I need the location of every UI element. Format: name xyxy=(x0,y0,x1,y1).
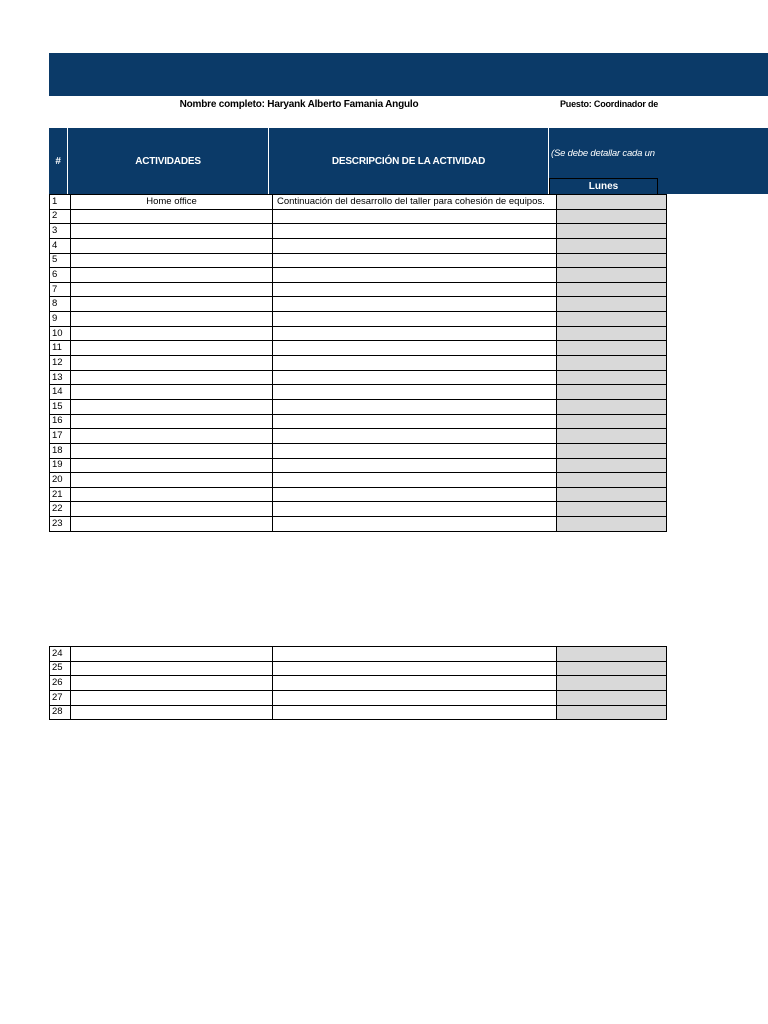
table-row xyxy=(50,356,667,371)
row-number: 27 xyxy=(50,690,71,705)
description-cell[interactable] xyxy=(273,676,557,691)
day-cell[interactable] xyxy=(557,414,667,429)
activity-cell[interactable] xyxy=(71,414,273,429)
row-number: 15 xyxy=(50,399,71,414)
activities-table xyxy=(49,194,667,532)
day-cell[interactable] xyxy=(557,399,667,414)
row-number: 21 xyxy=(50,487,71,502)
row-number: 20 xyxy=(50,473,71,488)
table-row xyxy=(50,458,667,473)
table-row xyxy=(50,517,667,532)
row-number: 24 xyxy=(50,647,71,662)
table-row xyxy=(50,385,667,400)
activities-table-continued xyxy=(49,646,667,720)
row-number: 14 xyxy=(50,385,71,400)
activity-cell[interactable] xyxy=(71,370,273,385)
row-number: 22 xyxy=(50,502,71,517)
activity-cell[interactable] xyxy=(71,429,273,444)
column-header-activities: ACTIVIDADES xyxy=(68,128,269,194)
day-cell[interactable] xyxy=(557,385,667,400)
table-row xyxy=(50,370,667,385)
activity-cell[interactable] xyxy=(71,458,273,473)
activity-cell[interactable] xyxy=(71,473,273,488)
table-row xyxy=(50,399,667,414)
activity-cell[interactable] xyxy=(71,487,273,502)
row-number: 13 xyxy=(50,370,71,385)
table-row xyxy=(50,224,667,239)
description-cell[interactable] xyxy=(273,268,557,283)
day-cell[interactable] xyxy=(557,647,667,662)
description-cell[interactable]: Continuación del desarrollo del taller para cohesión de equipos. xyxy=(273,195,557,210)
table-row xyxy=(50,253,667,268)
day-cell[interactable] xyxy=(557,370,667,385)
table-row xyxy=(50,705,667,720)
side-banner xyxy=(658,128,768,194)
activity-cell[interactable] xyxy=(71,399,273,414)
row-number: 6 xyxy=(50,268,71,283)
day-cell[interactable] xyxy=(557,458,667,473)
day-cell[interactable] xyxy=(557,341,667,356)
activity-cell[interactable] xyxy=(71,209,273,224)
table-header xyxy=(49,128,658,194)
activity-cell[interactable] xyxy=(71,517,273,532)
activity-cell[interactable] xyxy=(71,385,273,400)
day-cell[interactable] xyxy=(557,517,667,532)
row-number: 17 xyxy=(50,429,71,444)
row-number: 4 xyxy=(50,238,71,253)
description-cell[interactable] xyxy=(273,209,557,224)
description-cell[interactable] xyxy=(273,312,557,327)
activity-cell[interactable] xyxy=(71,282,273,297)
description-cell[interactable] xyxy=(273,224,557,239)
table-row xyxy=(50,502,667,517)
description-cell[interactable] xyxy=(273,690,557,705)
day-cell[interactable] xyxy=(557,326,667,341)
description-cell[interactable] xyxy=(273,429,557,444)
table-row xyxy=(50,209,667,224)
row-number: 5 xyxy=(50,253,71,268)
row-number: 19 xyxy=(50,458,71,473)
activity-cell[interactable] xyxy=(71,268,273,283)
day-cell[interactable] xyxy=(557,224,667,239)
description-cell[interactable] xyxy=(273,282,557,297)
day-cell[interactable] xyxy=(557,705,667,720)
table-row xyxy=(50,647,667,662)
activity-cell[interactable] xyxy=(71,253,273,268)
table-row xyxy=(50,473,667,488)
description-cell[interactable] xyxy=(273,473,557,488)
activity-cell[interactable] xyxy=(71,502,273,517)
day-cell[interactable] xyxy=(557,312,667,327)
row-number: 25 xyxy=(50,661,71,676)
table-row xyxy=(50,414,667,429)
description-cell[interactable] xyxy=(273,502,557,517)
day-cell[interactable] xyxy=(557,195,667,210)
day-cell[interactable] xyxy=(557,282,667,297)
full-name-label: Nombre completo: Haryank Alberto Famania Angulo xyxy=(179,99,419,110)
description-cell[interactable] xyxy=(273,297,557,312)
day-cell[interactable] xyxy=(557,487,667,502)
row-number: 28 xyxy=(50,705,71,720)
row-number: 18 xyxy=(50,443,71,458)
activity-cell[interactable] xyxy=(71,676,273,691)
table-row xyxy=(50,195,667,210)
day-cell[interactable] xyxy=(557,253,667,268)
activity-cell[interactable] xyxy=(71,312,273,327)
activity-cell[interactable] xyxy=(71,647,273,662)
description-cell[interactable] xyxy=(273,399,557,414)
description-cell[interactable] xyxy=(273,341,557,356)
row-number: 10 xyxy=(50,326,71,341)
description-cell[interactable] xyxy=(273,647,557,662)
activity-cell[interactable] xyxy=(71,443,273,458)
description-cell[interactable] xyxy=(273,414,557,429)
description-cell[interactable] xyxy=(273,385,557,400)
table-row xyxy=(50,429,667,444)
description-cell[interactable] xyxy=(273,253,557,268)
day-cell[interactable] xyxy=(557,209,667,224)
table-row xyxy=(50,326,667,341)
day-cell[interactable] xyxy=(557,661,667,676)
day-cell[interactable] xyxy=(557,297,667,312)
day-cell[interactable] xyxy=(557,238,667,253)
day-cell[interactable] xyxy=(557,429,667,444)
table-row xyxy=(50,487,667,502)
description-cell[interactable] xyxy=(273,443,557,458)
activity-cell[interactable] xyxy=(71,341,273,356)
day-cell[interactable] xyxy=(557,502,667,517)
day-cell[interactable] xyxy=(557,268,667,283)
activity-cell[interactable] xyxy=(71,356,273,371)
position-label: Puesto: Coordinador de xyxy=(560,99,659,109)
row-number: 12 xyxy=(50,356,71,371)
day-cell[interactable] xyxy=(557,473,667,488)
table-row xyxy=(50,297,667,312)
row-number: 3 xyxy=(50,224,71,239)
table-row xyxy=(50,312,667,327)
activity-cell[interactable] xyxy=(71,224,273,239)
table-row xyxy=(50,443,667,458)
description-cell[interactable] xyxy=(273,238,557,253)
column-header-description: DESCRIPCIÓN DE LA ACTIVIDAD xyxy=(269,128,549,194)
top-banner xyxy=(49,53,768,96)
day-cell[interactable] xyxy=(557,443,667,458)
table-row xyxy=(50,238,667,253)
column-header-number: # xyxy=(49,128,68,194)
table-row xyxy=(50,676,667,691)
column-header-day: Lunes xyxy=(549,178,658,194)
row-number: 1 xyxy=(50,195,71,210)
table-row xyxy=(50,282,667,297)
row-number: 2 xyxy=(50,209,71,224)
day-cell[interactable] xyxy=(557,356,667,371)
activity-cell[interactable] xyxy=(71,705,273,720)
activity-cell[interactable] xyxy=(71,661,273,676)
table-row xyxy=(50,661,667,676)
row-number: 23 xyxy=(50,517,71,532)
activity-cell[interactable] xyxy=(71,690,273,705)
description-cell[interactable] xyxy=(273,458,557,473)
column-header-note: (Se debe detallar cada un xyxy=(551,147,655,159)
description-cell[interactable] xyxy=(273,487,557,502)
table-row xyxy=(50,341,667,356)
day-cell[interactable] xyxy=(557,676,667,691)
description-cell[interactable] xyxy=(273,356,557,371)
description-cell[interactable] xyxy=(273,661,557,676)
activity-cell[interactable] xyxy=(71,326,273,341)
row-number: 8 xyxy=(50,297,71,312)
day-cell[interactable] xyxy=(557,690,667,705)
activity-cell[interactable] xyxy=(71,238,273,253)
description-cell[interactable] xyxy=(273,326,557,341)
row-number: 9 xyxy=(50,312,71,327)
description-cell[interactable] xyxy=(273,370,557,385)
activity-cell[interactable]: Home office xyxy=(71,195,273,210)
row-number: 16 xyxy=(50,414,71,429)
description-cell[interactable] xyxy=(273,705,557,720)
row-number: 26 xyxy=(50,676,71,691)
activity-cell[interactable] xyxy=(71,297,273,312)
row-number: 11 xyxy=(50,341,71,356)
table-row xyxy=(50,690,667,705)
table-row xyxy=(50,268,667,283)
description-cell[interactable] xyxy=(273,517,557,532)
row-number: 7 xyxy=(50,282,71,297)
